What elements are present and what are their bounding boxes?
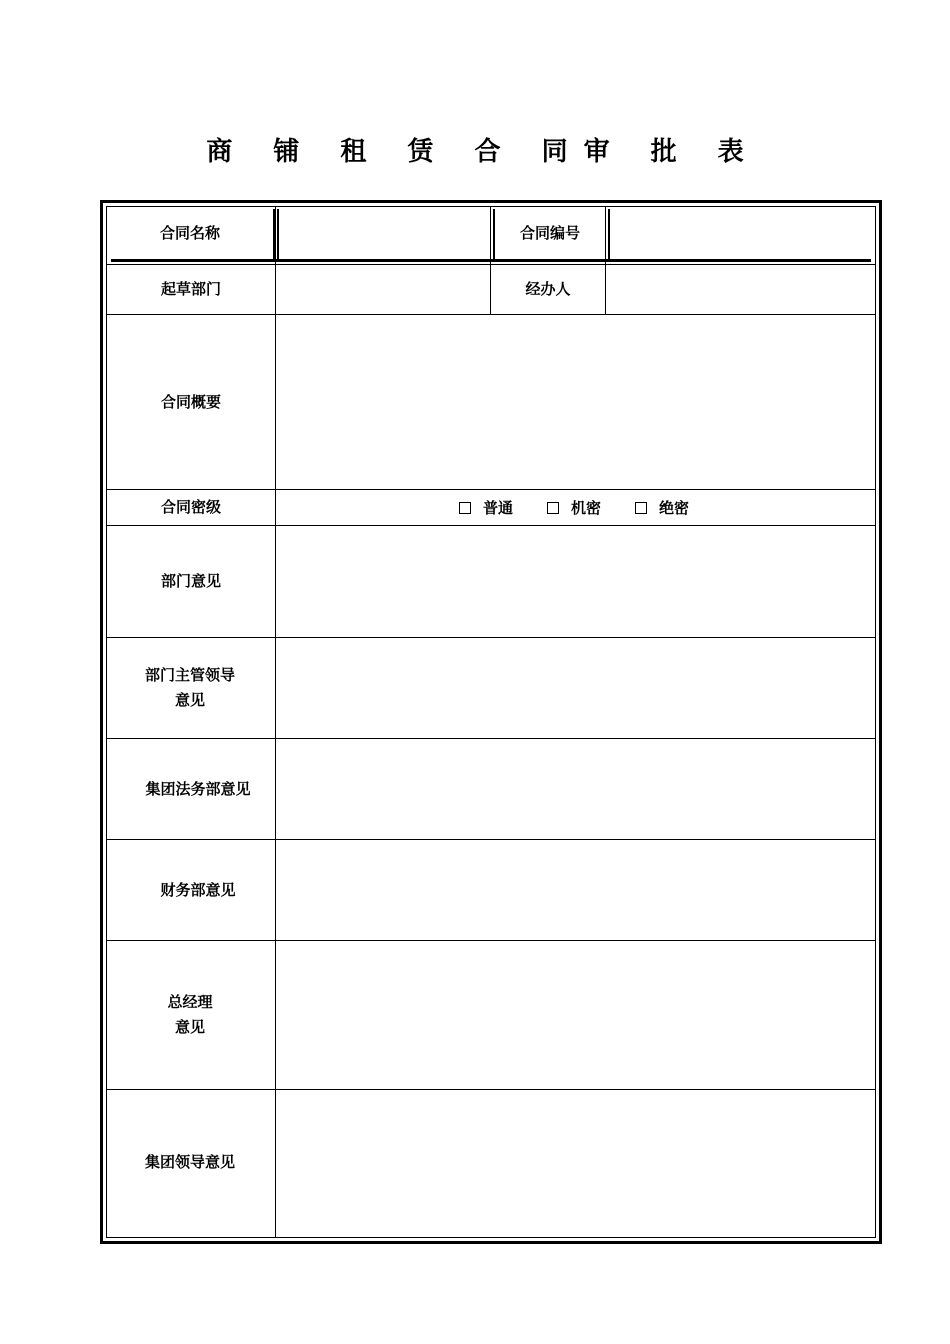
gm-opinion-label [107, 941, 273, 1089]
contract-no-field[interactable] [610, 207, 872, 259]
contract-name-label: 合同名称 [159, 223, 220, 242]
option-label: 机密 [570, 499, 601, 517]
legal-opinion-field[interactable] [276, 739, 872, 839]
finance-opinion-label: 财务部意见 [160, 880, 236, 899]
summary-label: 合同概要 [160, 392, 221, 411]
label-line: 意见 [174, 691, 205, 709]
column-divider [273, 209, 275, 260]
group-leader-opinion-field[interactable] [276, 1090, 872, 1235]
group-leader-opinion-label: 集团领导意见 [144, 1153, 235, 1171]
dept-opinion-field[interactable] [276, 526, 872, 637]
handler-field[interactable] [606, 265, 872, 314]
checkbox-icon[interactable] [547, 502, 559, 514]
option-label: 普通 [482, 499, 513, 517]
form-grid [106, 206, 876, 1238]
form-title: 商 铺 租 赁 合 同审 批 表 [206, 137, 760, 167]
dept-leader-opinion-field[interactable] [276, 638, 872, 738]
summary-field[interactable] [276, 315, 872, 489]
legal-opinion-label: 集团法务部意见 [145, 779, 251, 798]
header-rule [111, 259, 871, 262]
contract-no-label: 合同编号 [519, 223, 580, 242]
finance-opinion-field[interactable] [276, 840, 872, 940]
secrecy-option-top-secret[interactable] [635, 497, 689, 518]
secrecy-option-normal[interactable] [459, 497, 513, 518]
option-label: 绝密 [659, 499, 690, 517]
draft-dept-field[interactable] [276, 265, 490, 314]
handler-label: 经办人 [525, 280, 571, 298]
contract-name-field[interactable] [279, 207, 490, 259]
secrecy-options [276, 490, 872, 525]
label-line: 部门主管领导 [144, 666, 235, 684]
checkbox-icon[interactable] [459, 502, 471, 514]
label-line: 总经理 [167, 993, 213, 1011]
dept-leader-opinion-label [107, 638, 273, 738]
approval-form-table [100, 200, 882, 1244]
gm-opinion-field[interactable] [276, 941, 872, 1089]
dept-opinion-label: 部门意见 [160, 572, 221, 590]
secrecy-option-confidential[interactable] [547, 497, 601, 518]
checkbox-icon[interactable] [635, 502, 647, 514]
draft-dept-label: 起草部门 [160, 280, 221, 298]
label-line: 意见 [174, 1018, 205, 1036]
secrecy-label: 合同密级 [160, 498, 221, 516]
